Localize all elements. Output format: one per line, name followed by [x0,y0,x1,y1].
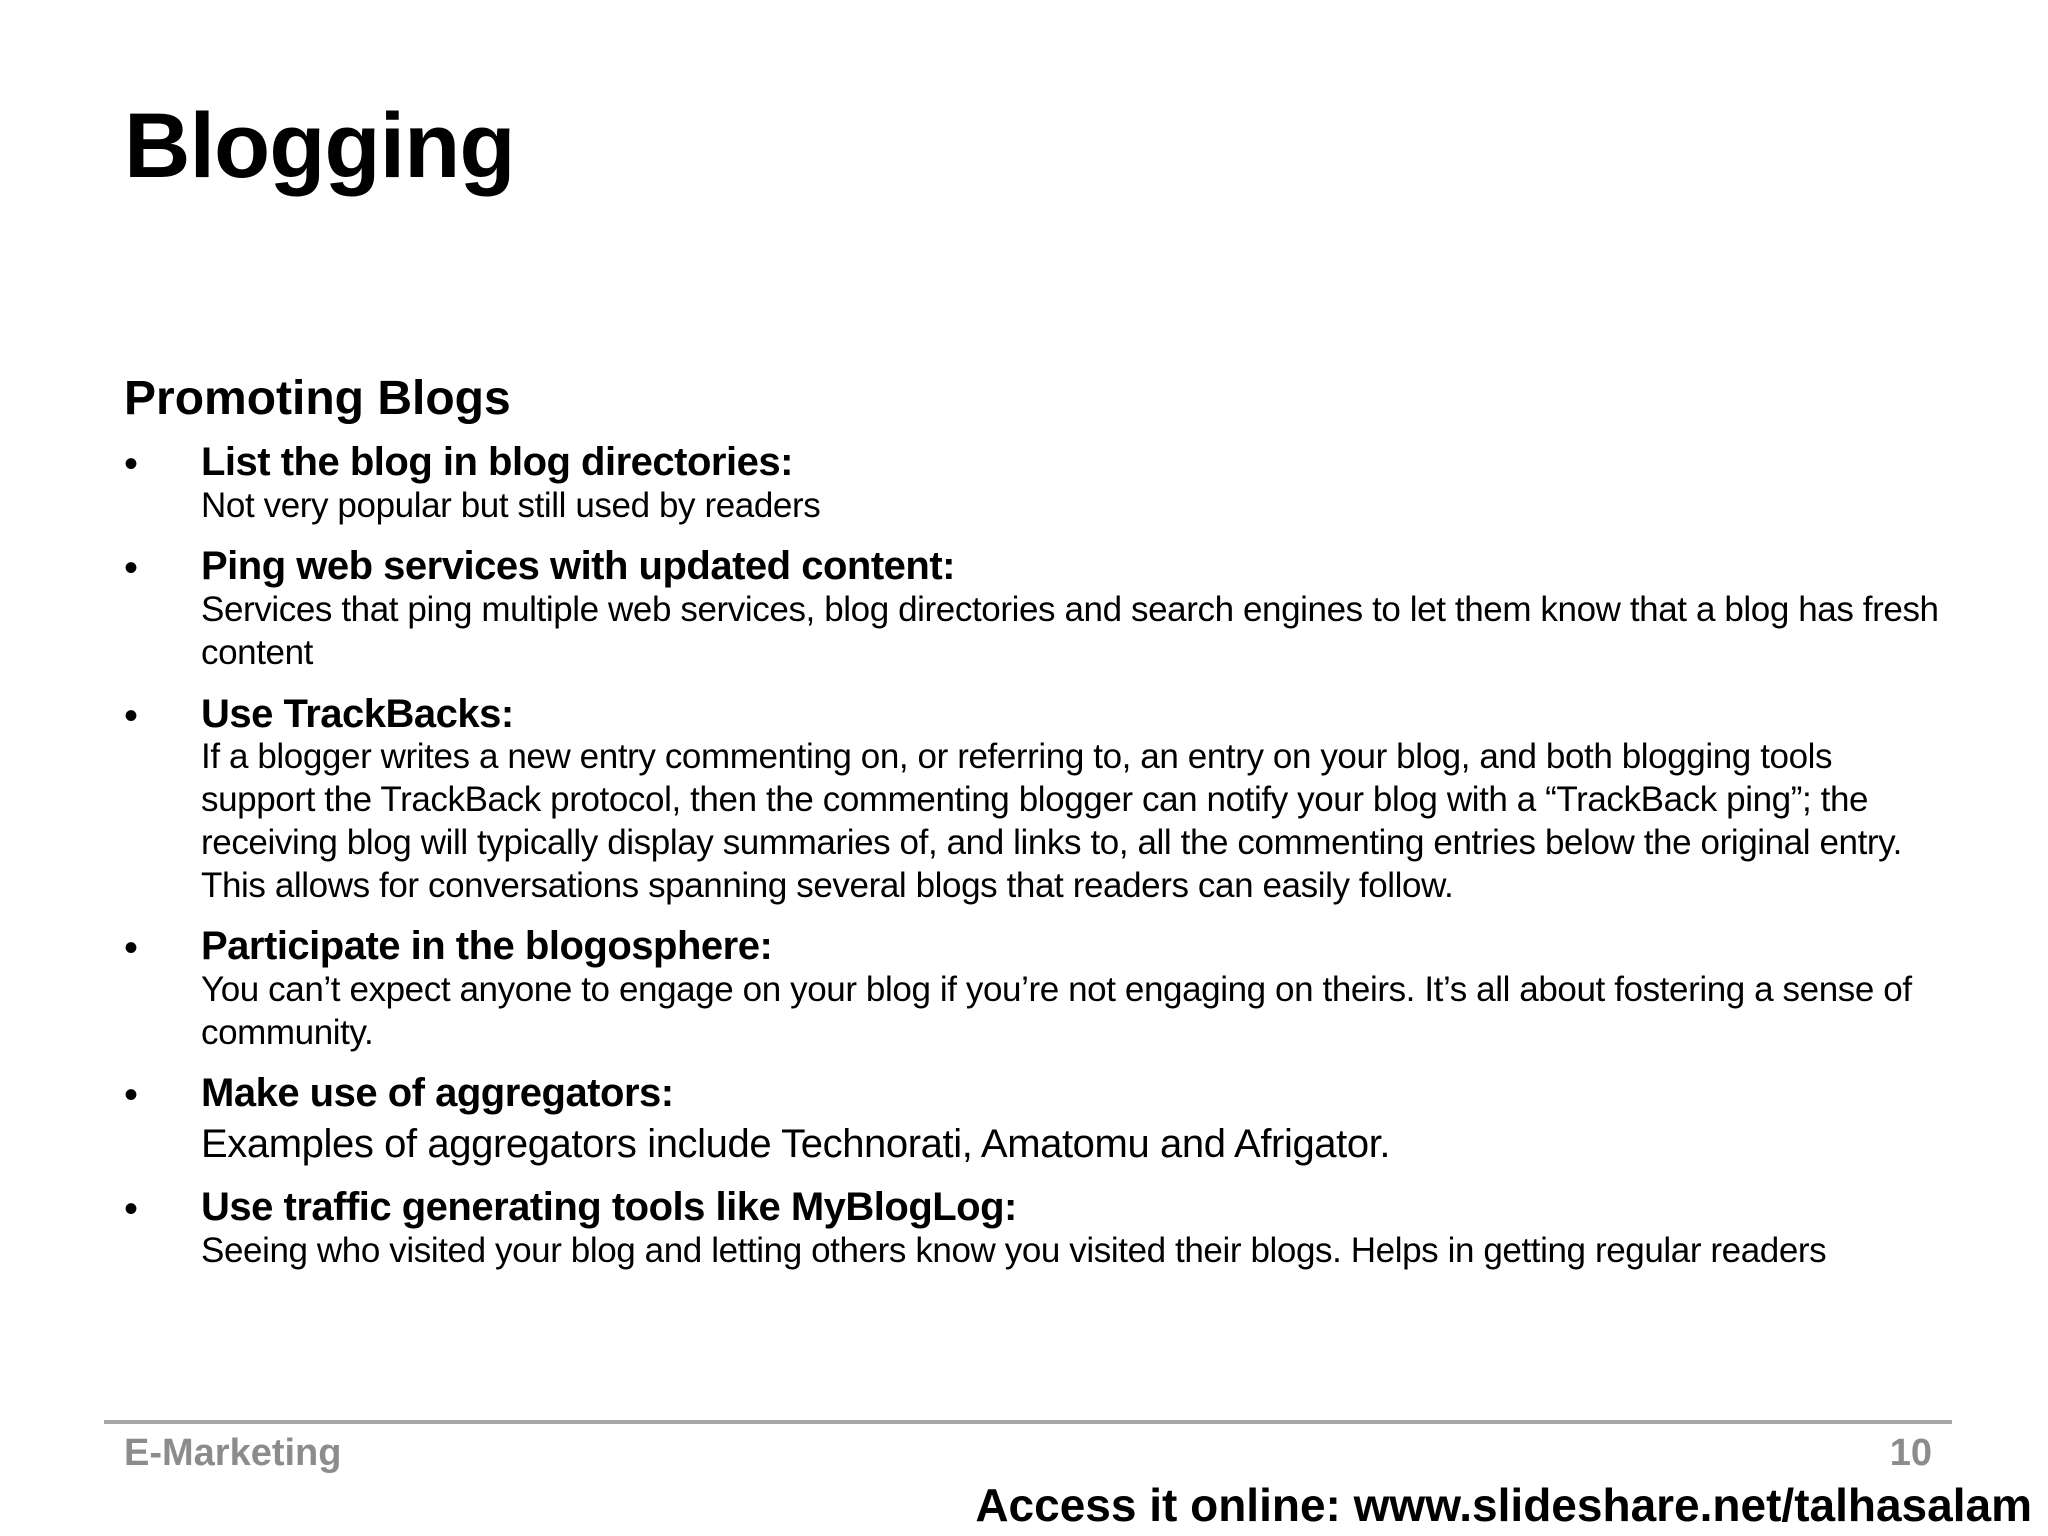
bullet-description: If a blogger writes a new entry commenting on, or referring to, an entry on your blog, and both blogging tools support the TrackBack protocol, then the commenting blogger can notify your blog with a “TrackBack ping”; the receiving blog will typically display summaries of, and links to, all the commenting entries below the original entry. This allows for conversations spanning several blogs that readers can easily follow. [201,737,1903,905]
bullet-description: Examples of aggregators include Technorati, Amatomu and Afrigator. [201,1122,1391,1167]
bullet-item-ping-services [124,544,1944,674]
bullet-item-traffic-tools [124,1185,1944,1272]
bullet-item-blog-directories [124,440,1944,527]
bullet-heading: Use traffic generating tools like MyBlogLog: [201,1185,1017,1230]
bullet-list [124,440,1944,1290]
bullet-heading: Participate in the blogosphere: [201,924,773,969]
bullet-item-aggregators [124,1071,1944,1168]
bullet-heading: Ping web services with updated content: [201,544,955,589]
access-online-link[interactable]: Access it online: www.slideshare.net/talhasalam [975,1479,2032,1531]
footer-course-label: E-Marketing [124,1432,342,1474]
bullet-dot-icon: • [124,546,139,591]
bullet-description: Services that ping multiple web services, blog directories and search engines to let them know that a blog has fresh content [201,590,1939,672]
bullet-heading: Use TrackBacks: [201,691,514,736]
bullet-heading: Make use of aggregators: [201,1071,674,1116]
slide-title: Blogging [124,95,515,197]
bullet-dot-icon: • [124,1073,139,1118]
section-heading: Promoting Blogs [124,372,511,425]
bullet-heading: List the blog in blog directories: [201,440,793,484]
bullet-item-trackbacks [124,692,1944,908]
page-number: 10 [1889,1432,1932,1474]
bullet-description: Not very popular but still used by readers [201,485,821,525]
bullet-dot-icon: • [124,926,139,971]
bullet-description: You can’t expect anyone to engage on your blog if you’re not engaging on theirs. It’s all about fostering a sense of community. [201,970,1912,1052]
bullet-description: Seeing who visited your blog and letting others know you visited their blogs. Helps in getting regular readers [201,1230,1827,1270]
bullet-dot-icon: • [124,1187,139,1232]
bullet-dot-icon: • [124,693,139,738]
bullet-dot-icon: • [124,442,139,486]
bullet-item-blogosphere [124,924,1944,1054]
footer-divider [104,1420,1952,1424]
